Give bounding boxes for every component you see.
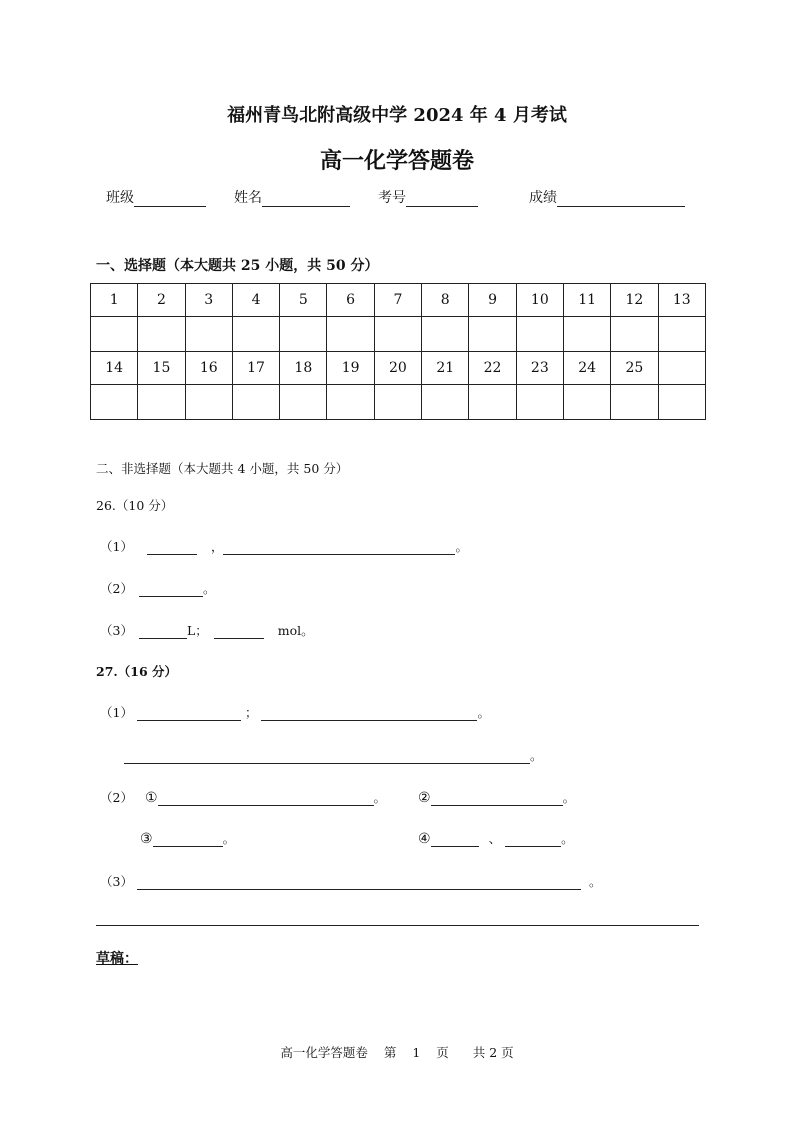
- circled-1: ①: [144, 790, 158, 806]
- period: 。: [202, 581, 216, 596]
- question-number: 11: [563, 284, 610, 317]
- answer-blank[interactable]: [139, 624, 187, 639]
- q26-part2: [100, 579, 215, 597]
- class-blank[interactable]: [134, 192, 206, 207]
- q27-part2-4: [418, 829, 574, 847]
- circled-4: ④: [418, 831, 431, 847]
- period: 。: [562, 790, 576, 805]
- answer-blank[interactable]: [214, 624, 264, 639]
- q27-part2-2: [418, 788, 575, 806]
- answer-grid: [90, 283, 706, 420]
- answer-cell[interactable]: [327, 317, 374, 352]
- comma: ，: [210, 539, 224, 554]
- answer-cell[interactable]: [422, 385, 469, 420]
- question-number: 12: [611, 284, 658, 317]
- period: 。: [588, 874, 602, 889]
- question-number: 17: [232, 352, 279, 385]
- question-number: 16: [185, 352, 232, 385]
- class-label: 班级: [106, 190, 134, 206]
- q27-title: 27.（16 分）: [96, 664, 177, 679]
- section2-heading: 二、非选择题（本大题共 4 小题，共 50 分）: [96, 461, 349, 476]
- answer-blank[interactable]: [139, 582, 203, 597]
- answer-blank[interactable]: [137, 875, 581, 890]
- score-field: [529, 187, 685, 207]
- q27-part2: [100, 788, 386, 806]
- answer-cell[interactable]: [516, 317, 563, 352]
- period: 。: [477, 705, 490, 720]
- answer-cell[interactable]: [327, 385, 374, 420]
- answer-cell[interactable]: [611, 317, 658, 352]
- answer-blank[interactable]: [431, 791, 563, 806]
- question-number: 23: [516, 352, 563, 385]
- question-number: 13: [658, 284, 705, 317]
- question-number: 5: [280, 284, 327, 317]
- q26-part3: [100, 621, 314, 639]
- answer-cell[interactable]: [91, 385, 138, 420]
- question-number: 7: [374, 284, 421, 317]
- answer-cell[interactable]: [91, 317, 138, 352]
- answer-blank[interactable]: [261, 706, 477, 721]
- footer-page-suffix: 页: [436, 1045, 449, 1060]
- answer-blank[interactable]: [223, 540, 455, 555]
- question-number: 1: [91, 284, 138, 317]
- answer-cell[interactable]: [374, 317, 421, 352]
- answer-cell[interactable]: [469, 385, 516, 420]
- question-number: 25: [611, 352, 658, 385]
- question-number: 18: [280, 352, 327, 385]
- part-label: （1）: [100, 705, 133, 720]
- answer-blank[interactable]: [158, 791, 374, 806]
- part-label: （2）: [100, 581, 133, 596]
- answer-cell[interactable]: [232, 317, 279, 352]
- answer-cell[interactable]: [138, 385, 185, 420]
- answer-cell[interactable]: [658, 385, 705, 420]
- class-field: [106, 187, 206, 207]
- score-blank[interactable]: [557, 192, 685, 207]
- q27-part3: [100, 872, 601, 890]
- name-label: 姓名: [234, 190, 262, 206]
- page-footer: [0, 1043, 794, 1061]
- q26-part1: [100, 537, 468, 555]
- circled-2: ②: [418, 790, 431, 806]
- answer-cell[interactable]: [563, 317, 610, 352]
- period: 。: [561, 831, 574, 846]
- answer-blank[interactable]: [137, 706, 241, 721]
- question-number: 15: [138, 352, 185, 385]
- answer-blank[interactable]: [505, 832, 561, 847]
- answer-row: [91, 317, 706, 352]
- answer-cell[interactable]: [374, 385, 421, 420]
- exam-number-blank[interactable]: [406, 192, 478, 207]
- answer-cell[interactable]: [185, 317, 232, 352]
- question-number: 14: [91, 352, 138, 385]
- question-number: 20: [374, 352, 421, 385]
- question-number: 6: [327, 284, 374, 317]
- part-label: （3）: [100, 874, 133, 889]
- answer-row: [91, 385, 706, 420]
- q27-part1-line2: [124, 746, 543, 764]
- question-number: [658, 352, 705, 385]
- footer-page-number: 1: [412, 1045, 421, 1060]
- period: 。: [222, 831, 236, 846]
- part-label: （2）: [100, 790, 133, 805]
- exam-number-field: [378, 187, 478, 207]
- part-label: （1）: [100, 539, 133, 554]
- question-number: 8: [422, 284, 469, 317]
- exam-title: 福州青鸟北附高级中学 2024 年 4 月考试: [227, 105, 567, 126]
- answer-cell[interactable]: [138, 317, 185, 352]
- question-number: 21: [422, 352, 469, 385]
- question-number: 3: [185, 284, 232, 317]
- name-field: [234, 187, 350, 207]
- footer-title: 高一化学答题卷: [280, 1045, 368, 1060]
- period: 。: [455, 539, 468, 554]
- circled-3: ③: [140, 831, 153, 847]
- question-number-row: [91, 352, 706, 385]
- answer-sheet-title: 高一化学答题卷: [319, 148, 474, 174]
- answer-cell[interactable]: [469, 317, 516, 352]
- answer-cell[interactable]: [185, 385, 232, 420]
- part-label: （3）: [100, 623, 133, 638]
- q27-part1: [100, 703, 490, 721]
- section1-heading: 一、选择题（本大题共 25 小题，共 50 分）: [96, 258, 379, 274]
- footer-page-prefix: 第: [383, 1045, 397, 1060]
- answer-cell[interactable]: [611, 385, 658, 420]
- answer-blank[interactable]: [431, 832, 479, 847]
- dun-comma: 、: [488, 831, 502, 846]
- answer-cell[interactable]: [658, 317, 705, 352]
- question-number: 9: [469, 284, 516, 317]
- unit-liter: L；: [186, 623, 208, 638]
- answer-blank[interactable]: [153, 832, 223, 847]
- question-number: 19: [327, 352, 374, 385]
- period: 。: [530, 748, 543, 763]
- answer-cell[interactable]: [280, 385, 327, 420]
- question-number: 24: [563, 352, 610, 385]
- answer-cell[interactable]: [280, 317, 327, 352]
- answer-blank[interactable]: [147, 540, 197, 555]
- draft-label: 草稿：: [96, 951, 138, 967]
- score-label: 成绩: [529, 190, 557, 206]
- footer-total-pages: 共 2 页: [472, 1045, 514, 1060]
- question-number: 22: [469, 352, 516, 385]
- semicolon: ；: [244, 705, 258, 720]
- q27-part2-3: [140, 829, 235, 847]
- name-blank[interactable]: [262, 192, 350, 207]
- unit-mol: mol。: [277, 623, 314, 638]
- answer-cell[interactable]: [422, 317, 469, 352]
- period: 。: [373, 790, 387, 805]
- question-number: 10: [516, 284, 563, 317]
- q26-title: 26.（10 分）: [96, 498, 174, 513]
- question-number-row: [91, 284, 706, 317]
- answer-blank[interactable]: [124, 749, 530, 764]
- answer-cell[interactable]: [516, 385, 563, 420]
- divider-line: [96, 925, 699, 926]
- exam-number-label: 考号: [378, 190, 406, 206]
- answer-cell[interactable]: [563, 385, 610, 420]
- answer-cell[interactable]: [232, 385, 279, 420]
- question-number: 4: [232, 284, 279, 317]
- question-number: 2: [138, 284, 185, 317]
